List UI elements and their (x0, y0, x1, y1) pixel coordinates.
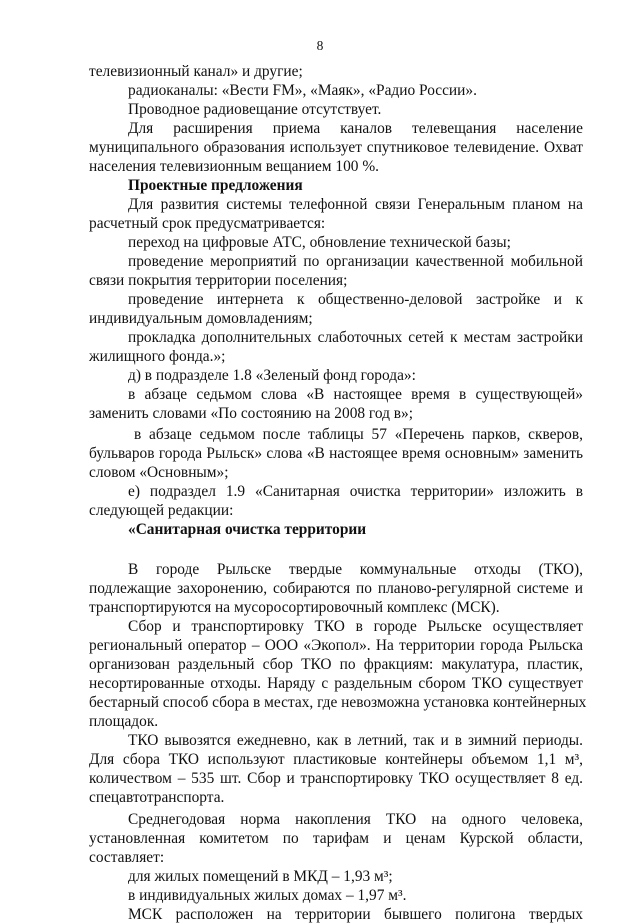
text-line: в индивидуальных жилых домах – 1,97 м³. (128, 887, 407, 904)
text-line: ТКО вывозятся ежедневно, как в летний, так и в зимний периоды. (128, 732, 583, 749)
text-line: словом «Основным»; (89, 464, 229, 481)
text-line: прокладка дополнительных слаботочных сетей к местам застройки (128, 329, 583, 346)
text-line: Среднегодовая норма накопления ТКО на одного человека, (128, 811, 583, 828)
text-line: транспортируются на мусоросортировочный комплекс (МСК). (89, 599, 500, 616)
text-line: проведение интернета к общественно-деловой застройке и к (128, 291, 583, 308)
page-number: 8 (316, 38, 324, 53)
text-line: следующей редакции: (89, 502, 234, 519)
text-line: для жилых помещений в МКД – 1,93 м³; (128, 868, 393, 885)
text-line: в абзаце седьмом слова «В настоящее время в существующей» (128, 386, 583, 403)
text-line: площадок. (89, 713, 159, 730)
text-line: телевизионный канал» и другие; (89, 63, 303, 80)
text-line: населения телевизионным вещанием 100 %. (89, 158, 379, 175)
text-line: радиоканалы: «Вести FM», «Маяк», «Радио России». (128, 82, 477, 99)
text-line: индивидуальным домовладениям; (89, 310, 313, 327)
text-line: переход на цифровые АТС, обновление технической базы; (128, 234, 511, 251)
text-line: расчетный срок предусматривается: (89, 215, 326, 232)
text-line: бестарный способ сбора в местах, где невозможна установка контейнерных (89, 694, 587, 711)
text-line: в абзаце седьмом после таблицы 57 «Перечень парков, скверов, (134, 426, 583, 443)
text-line: подлежащие захоронению, собираются по планово-регулярной системе и (89, 580, 583, 597)
text-line: Для развития системы телефонной связи Генеральным планом на (128, 196, 583, 213)
section-heading: Проектные предложения (128, 177, 303, 194)
text-line: составляет: (89, 849, 165, 866)
text-line: Для сбора ТКО используют пластиковые контейнеры объемом 1,1 м³, (89, 751, 583, 768)
text-line: заменить словами «По состоянию на 2008 год в»; (89, 405, 414, 422)
text-line: В городе Рыльске твердые коммунальные отходы (ТКО), (128, 561, 583, 578)
text-line: жилищного фонда.»; (89, 348, 226, 365)
text-line: Для расширения приема каналов телевещания население (128, 120, 583, 137)
text-line: проведение мероприятий по организации качественной мобильной (128, 253, 583, 270)
text-line: региональный оператор – ООО «Экопол». На территории города Рыльска (89, 637, 583, 654)
text-line: е) подраздел 1.9 «Санитарная очистка территории» изложить в (128, 483, 583, 500)
text-line: связи покрытия территории поселения; (89, 272, 348, 289)
text-line: бульваров города Рыльск» слова «В настоящее время основным» заменить (89, 445, 583, 462)
text-line: д) в подразделе 1.8 «Зеленый фонд города»: (128, 367, 416, 384)
text-line: Сбор и транспортировку ТКО в городе Рыльске осуществляет (128, 618, 583, 635)
text-line: количеством – 535 шт. Сбор и транспортировку ТКО осуществляет 8 ед. (89, 770, 583, 787)
text-line: несортированные отходы. Наряду с раздельным сбором ТКО существует (89, 675, 583, 692)
text-line: муниципального образования использует спутниковое телевидение. Охват (89, 139, 583, 156)
text-line: Проводное радиовещание отсутствует. (128, 101, 382, 118)
text-line: спецавтотранспорта. (89, 789, 225, 806)
text-line: организован раздельный сбор ТКО по фракциям: макулатура, пластик, (89, 656, 583, 673)
text-line: МСК расположен на территории бывшего полигона твердых (128, 906, 583, 923)
text-line: установленная комитетом по тарифам и ценам Курской области, (89, 830, 583, 847)
section-heading: «Санитарная очистка территории (128, 521, 367, 538)
